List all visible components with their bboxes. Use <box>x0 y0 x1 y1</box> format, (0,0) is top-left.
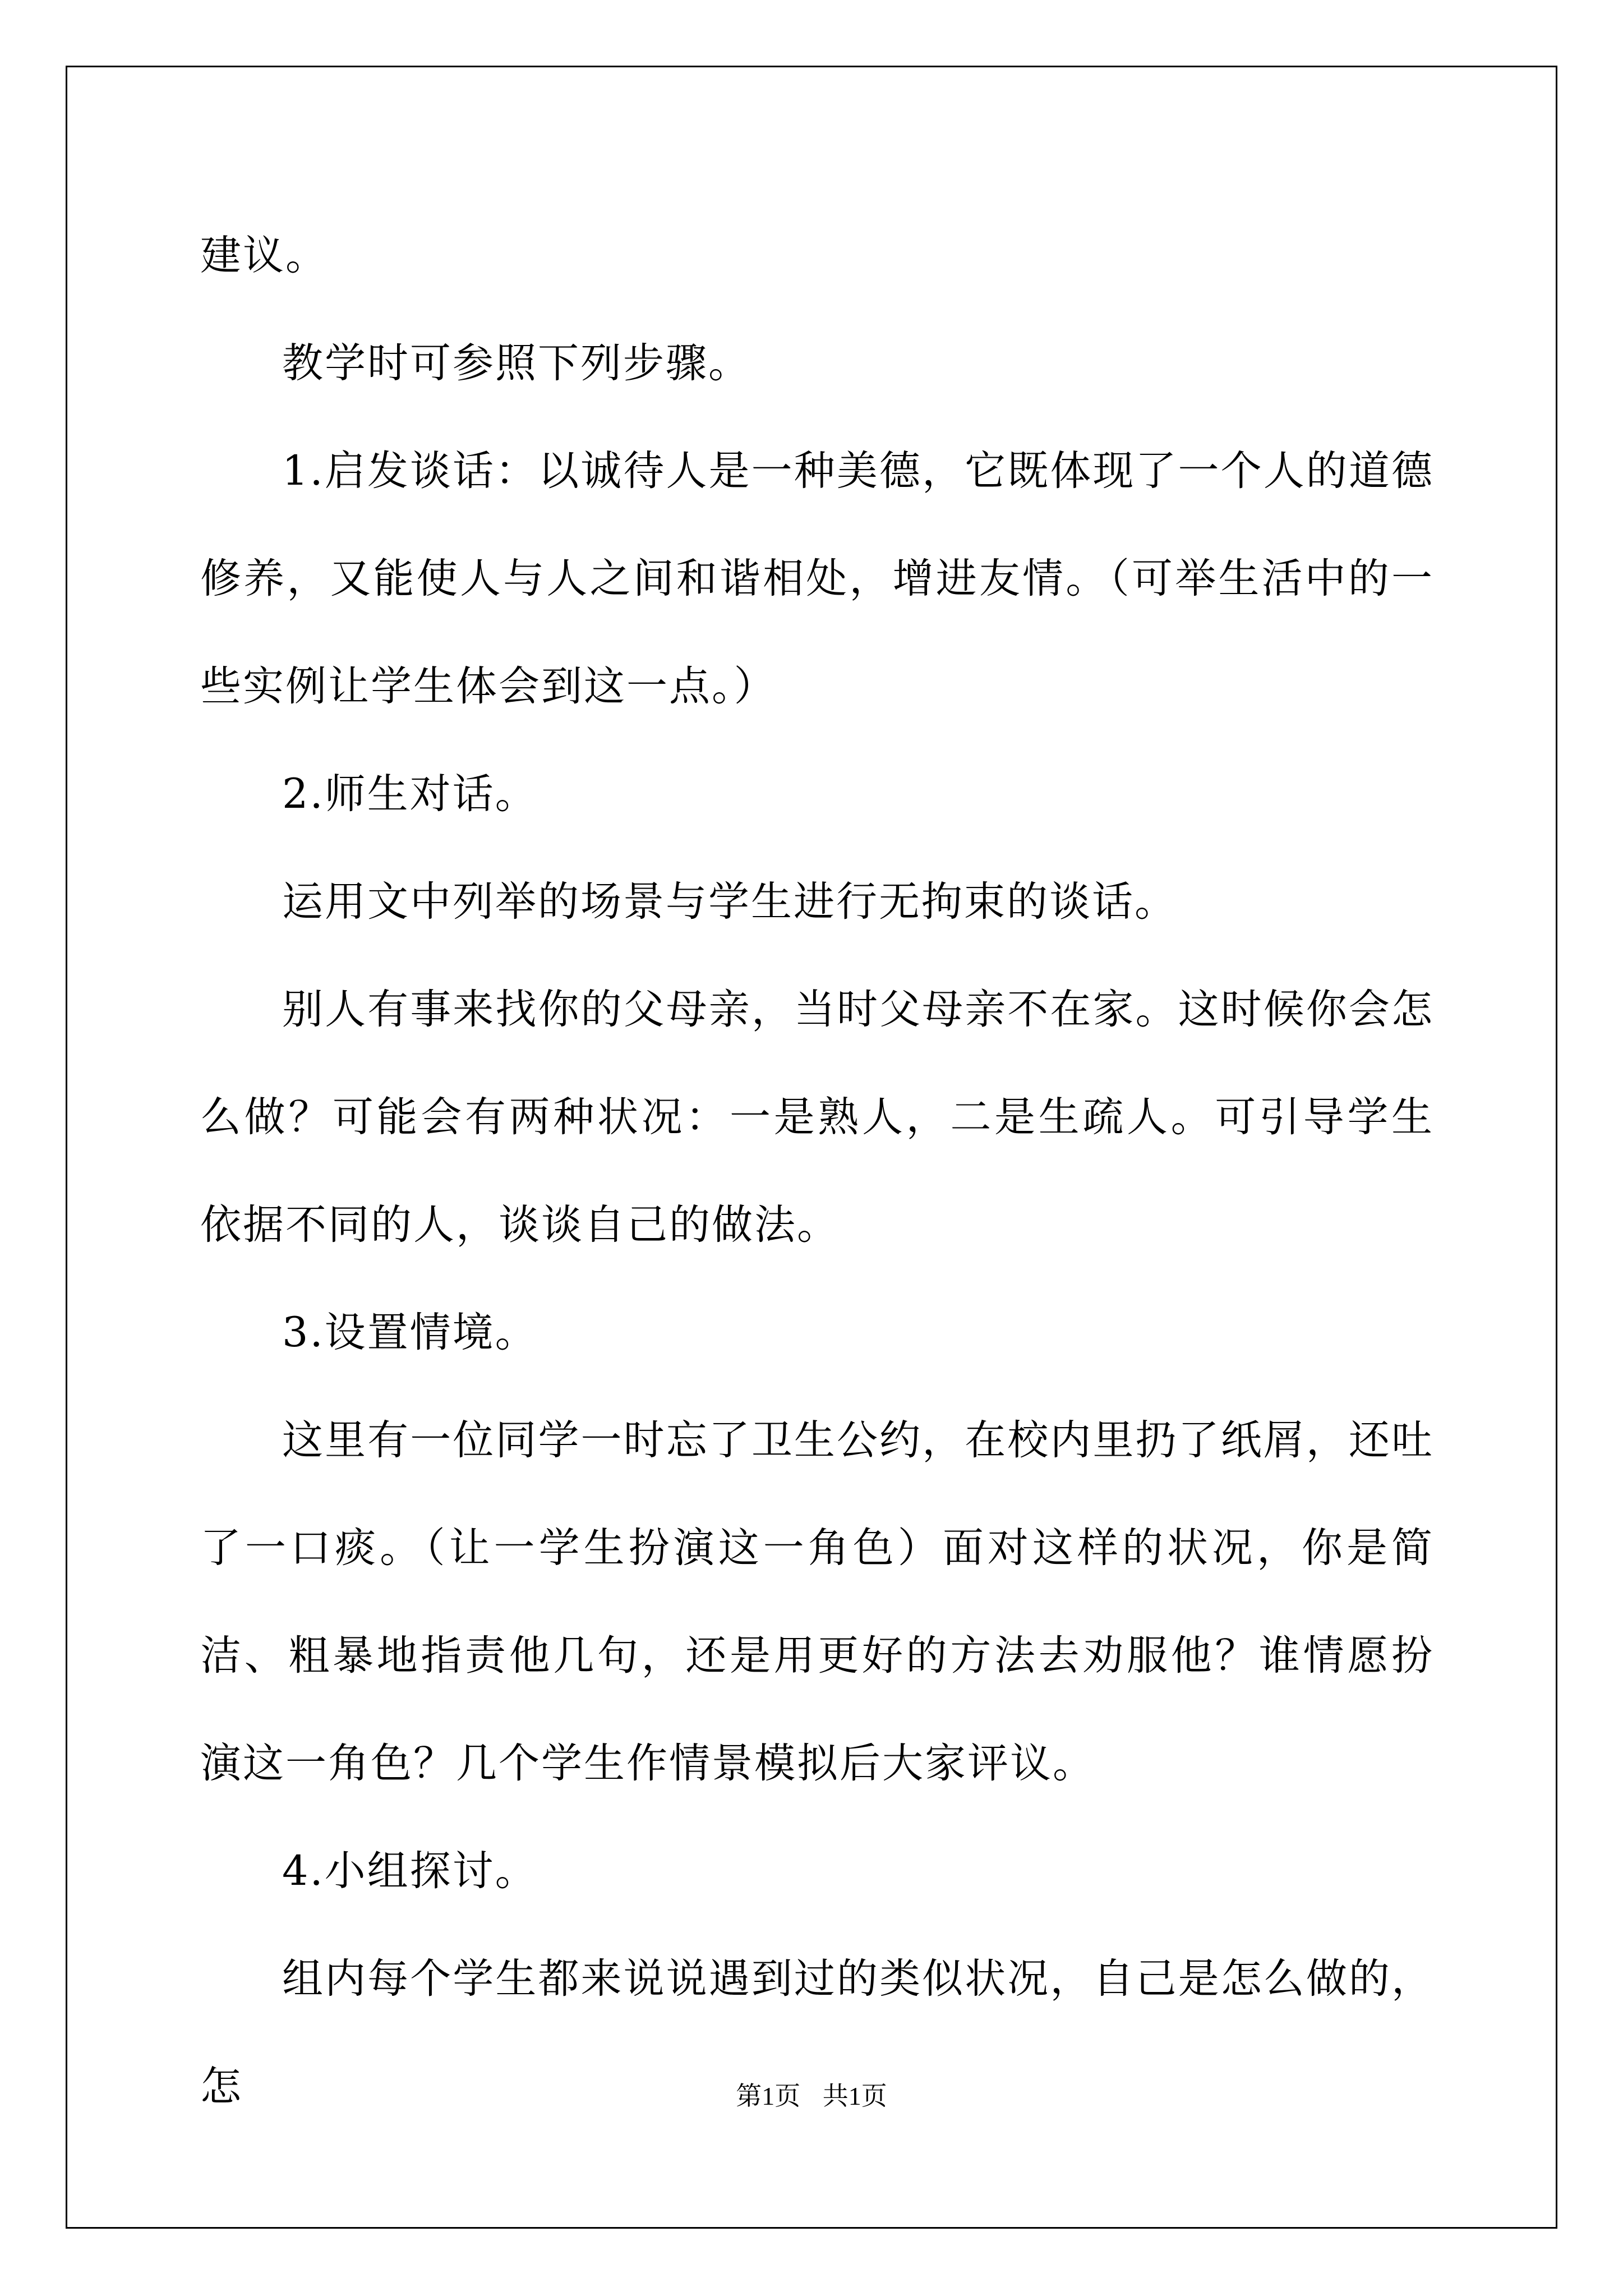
paragraph-9: 4.小组探讨。 <box>282 1847 538 1895</box>
paragraph-2: 教学时可参照下列步骤。 <box>282 339 751 387</box>
paragraph-3: 1.启发谈话：以诚待人是一种美德，它既体现了一个人的道德修养，又能使人与人之间和谐相处，增进友情。（可举生活中的一些实例让学生体会到这一点。） <box>200 447 1434 710</box>
paragraph-8: 这里有一位同学一时忘了卫生公约，在校内里扔了纸屑，还吐了一口痰。（让一学生扮演这一角色）面对这样的状况，你是简洁、粗暴地指责他几句，还是用更好的方法去劝服他？谁情愿扮演这一角色？几个学生作情景模拟后大家评议。 <box>200 1416 1434 1787</box>
paragraph-4: 2.师生对话。 <box>282 770 538 818</box>
paragraph-6: 别人有事来找你的父母亲，当时父母亲不在家。这时候你会怎么做？可能会有两种状况：一是熟人，二是生疏人。可引导学生依据不同的人，谈谈自己的做法。 <box>200 986 1434 1249</box>
paragraph-7: 3.设置情境。 <box>282 1309 538 1356</box>
paragraph-1: 建议。 <box>200 232 328 279</box>
paragraph-10: 组内每个学生都来说说遇到过的类似状况，自己是怎么做的，怎 <box>200 1955 1434 2110</box>
page-number-current: 第1页 <box>736 2082 801 2110</box>
page-footer <box>0 2076 1623 2113</box>
page-number-total: 共1页 <box>822 2082 887 2110</box>
paragraph-5: 运用文中列举的场景与学生进行无拘束的谈话。 <box>282 878 1177 926</box>
document-body <box>200 202 1434 2141</box>
